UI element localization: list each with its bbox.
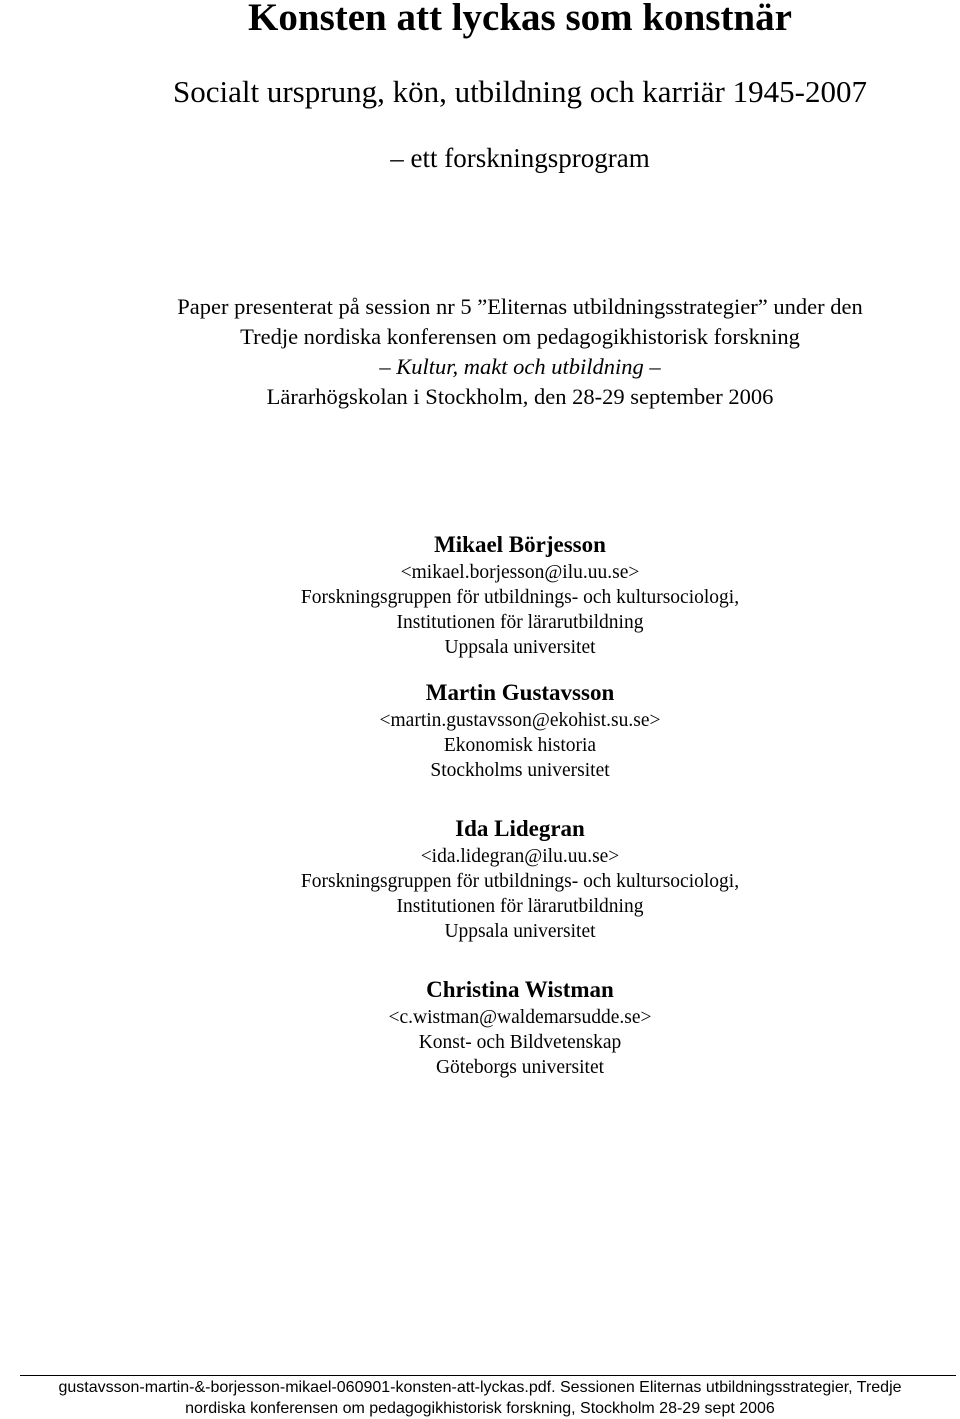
paper-info bbox=[40, 292, 960, 412]
author-wistman bbox=[40, 975, 960, 1080]
author-affiliation: Konst- och Bildvetenskap bbox=[418, 1032, 622, 1053]
paper-info-line-theme: – Kultur, makt och utbildning – bbox=[379, 354, 661, 379]
footer-line-2: nordiska konferensen om pedagogikhistorisk forskning, Stockholm 28-29 sept 2006 bbox=[185, 1400, 775, 1417]
author-affiliation: Forskningsgruppen för utbildnings- och kultursociologi, bbox=[300, 587, 740, 608]
author-name: Christina Wistman bbox=[426, 977, 614, 1002]
author-borjesson bbox=[40, 530, 960, 660]
author-affiliation: Stockholms universitet bbox=[430, 760, 610, 781]
footer-divider bbox=[20, 1375, 956, 1376]
author-email: <c.wistman@waldemarsudde.se> bbox=[388, 1007, 652, 1028]
paper-info-line-conference: Tredje nordiska konferensen om pedagogikhistorisk forskning bbox=[240, 324, 800, 349]
author-affiliation: Uppsala universitet bbox=[444, 921, 596, 942]
author-affiliation: Göteborgs universitet bbox=[435, 1057, 605, 1078]
paper-subtitle: Socialt ursprung, kön, utbildning och karriär 1945-2007 bbox=[173, 74, 867, 109]
paper-info-line-venue: Lärarhögskolan i Stockholm, den 28-29 september 2006 bbox=[266, 384, 774, 409]
paper-title: Konsten att lyckas som konstnär bbox=[248, 0, 792, 39]
author-gustavsson bbox=[40, 678, 960, 783]
author-name: Ida Lidegran bbox=[455, 816, 585, 841]
author-affiliation: Institutionen för lärarutbildning bbox=[396, 896, 644, 917]
author-list bbox=[40, 530, 960, 1080]
paper-info-line-session: Paper presenterat på session nr 5 ”Eliternas utbildningsstrategier” under den bbox=[177, 294, 863, 319]
program-label: – ett forskningsprogram bbox=[390, 143, 650, 173]
author-affiliation: Ekonomisk historia bbox=[443, 735, 597, 756]
author-email: <ida.lidegran@ilu.uu.se> bbox=[420, 846, 620, 867]
author-lidegran bbox=[40, 814, 960, 944]
author-affiliation: Forskningsgruppen för utbildnings- och kultursociologi, bbox=[300, 871, 740, 892]
author-affiliation: Institutionen för lärarutbildning bbox=[396, 612, 644, 633]
footer-line-1: gustavsson-martin-&-borjesson-mikael-060901-konsten-att-lyckas.pdf. Sessionen Eliternas utbildningsstrategier, Tredje bbox=[58, 1379, 902, 1396]
author-name: Martin Gustavsson bbox=[425, 680, 615, 705]
page-footer bbox=[20, 1377, 940, 1419]
author-name: Mikael Börjesson bbox=[434, 532, 606, 557]
author-email: <mikael.borjesson@ilu.uu.se> bbox=[400, 562, 640, 583]
author-email: <martin.gustavsson@ekohist.su.se> bbox=[379, 710, 661, 731]
author-affiliation: Uppsala universitet bbox=[444, 637, 596, 658]
